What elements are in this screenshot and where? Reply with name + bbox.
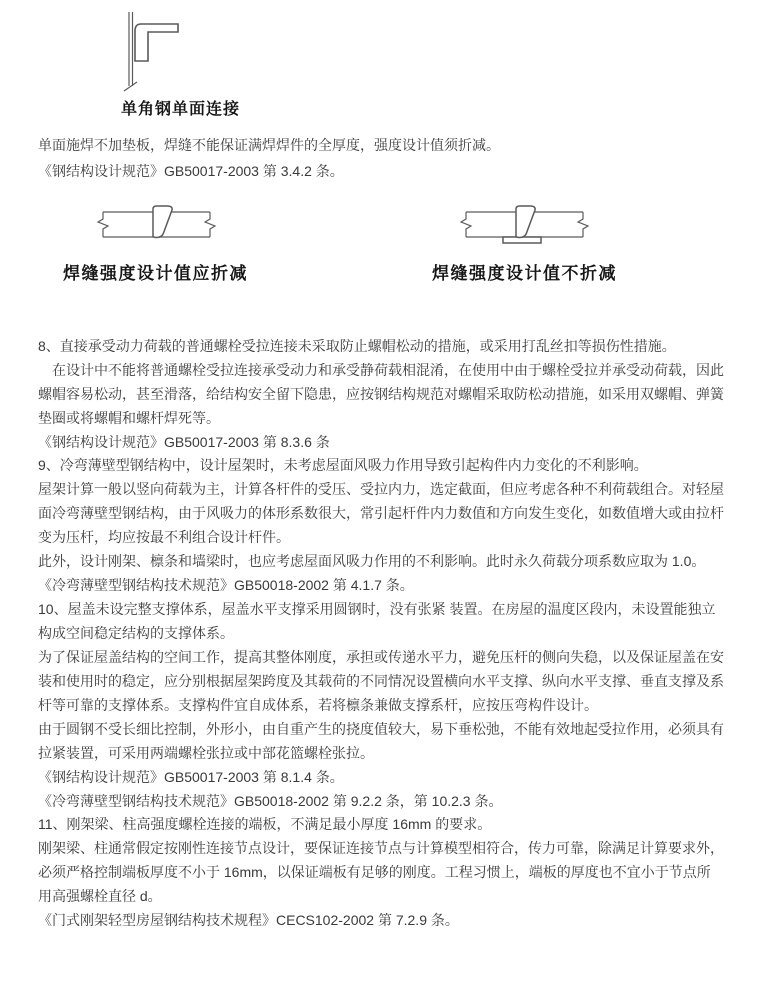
break-line-right [578,212,588,237]
text-line: 《门式刚架轻型房屋钢结构技术规程》CECS102-2002 第 7.2.9 条。 [38,912,459,928]
break-line-left [98,212,108,237]
text-line: 刚架梁、柱通常假定按刚性连接节点设计，要保证连接节点与计算模型相符合，传力可靠，除满足计算要求外， [38,840,724,856]
paragraph-weld-note [38,132,500,184]
text-line: 为了保证屋盖结构的空间工作，提高其整体刚度，承担或传递水平力，避免压杆的侧向失稳，以及保证屋盖在安 [38,649,724,665]
text-line: 装和使用时的稳定，应分别根据屋架跨度及其载荷的不同情况设置横向水平支撑、纵向水平支撑、垂直支撑及系 [38,673,724,689]
text-line: 此外，设计刚架、檩条和墙梁时，也应考虑屋面风吸力作用的不利影响。此时永久荷载分项系数应取为 1.0。 [38,553,706,569]
text-line: 在设计中不能将普通螺栓受拉连接承受动力和承受静荷载相混淆，在使用中由于螺栓受拉并承受动荷载，因此 [38,362,724,378]
text-line: 《钢结构设计规范》GB50017-2003 第 3.4.2 条。 [38,163,344,179]
break-line-left [461,212,471,237]
text-line: 由于圆钢不受长细比控制，外形小，由自重产生的挠度值较大，易下垂松弛，不能有效地起受拉作用，必须具有 [38,721,724,737]
caption-weld-reduced: 焊缝强度设计值应折减 [63,264,248,283]
item-10-paragraph [38,597,724,813]
text-line: 面冷弯薄壁型钢结构，由于风吸力的体形系数很大，常引起杆件内力数值和方向发生变化，如数值增大或由拉杆 [38,505,724,521]
text-line: 11、刚架梁、柱高强度螺栓连接的端板，不满足最小厚度 16mm 的要求。 [38,816,492,832]
text-line: 屋架计算一般以竖向荷载为主，计算各杆件的受压、受拉内力，选定截面，但应考虑各种不利荷载组合。对轻屋 [38,481,724,497]
text-line: 单面施焊不加垫板，焊缝不能保证满焊焊件的全厚度，强度设计值须折减。 [38,137,500,153]
angle-steel-diagram [118,8,243,100]
item-8-paragraph [38,334,724,454]
text-line: 螺帽容易松动，甚至滑落，给结构安全留下隐患，应按钢结构规范对螺帽采取防松动措施，如采用双螺帽、弹簧 [38,386,724,402]
text-line: 9、冷弯薄壁型钢结构中，设计屋架时，未考虑屋面风吸力作用导致引起构件内力变化的不利影响。 [38,457,648,473]
text-line: 《冷弯薄壁型钢结构技术规范》GB50018-2002 第 4.1.7 条。 [38,577,414,593]
weld-diagram-not-reduced [461,202,589,252]
text-line: 杆等可靠的支撑体系。支撑构件宜自成体系，若将檩条兼做支撑系杆，应按压弯构件设计。 [38,697,598,713]
text-line: 8、直接承受动力荷载的普通螺栓受拉连接未采取防止螺帽松动的措施，或采用打乱丝扣等损伤性措施。 [38,338,676,354]
item-9-paragraph [38,453,724,597]
text-line: 用高强螺栓直径 d。 [38,888,162,904]
weld-diagram-reduced [98,202,216,250]
text-line: 必须严格控制端板厚度不小于 16mm，以保证端板有足够的刚度。工程习惯上，端板的厚度也不宜小于节点所 [38,864,711,880]
figure-caption-angle: 单角钢单面连接 [121,101,241,118]
text-line: 变为压杆，均应按最不利组合设计杆件。 [38,529,290,545]
dimension-tick [124,82,137,91]
text-line: 10、屋盖未设完整支撑体系，屋盖水平支撑采用圆钢时，没有张紧 装置。在房屋的温度区段内，未设置能独立 [38,601,716,617]
item-11-paragraph [38,812,724,932]
caption-weld-not-reduced: 焊缝强度设计值不折减 [432,264,617,283]
break-line-right [205,212,215,237]
angle-profile [135,24,178,61]
text-line: 拉紧装置，可采用两端螺栓张拉或中部花篮螺栓张拉。 [38,745,374,761]
text-line: 垫圈或将螺帽和螺杆焊死等。 [38,410,220,426]
text-line: 《钢结构设计规范》GB50017-2003 第 8.1.4 条。 [38,769,344,785]
weld-bead [516,206,535,238]
text-line: 《冷弯薄壁型钢结构技术规范》GB50018-2002 第 9.2.2 条，第 10.2.3 条。 [38,793,503,809]
text-line: 《钢结构设计规范》GB50017-2003 第 8.3.6 条 [38,434,330,450]
weld-bead [153,206,172,238]
text-line: 构成空间稳定结构的支撑体系。 [38,625,234,641]
